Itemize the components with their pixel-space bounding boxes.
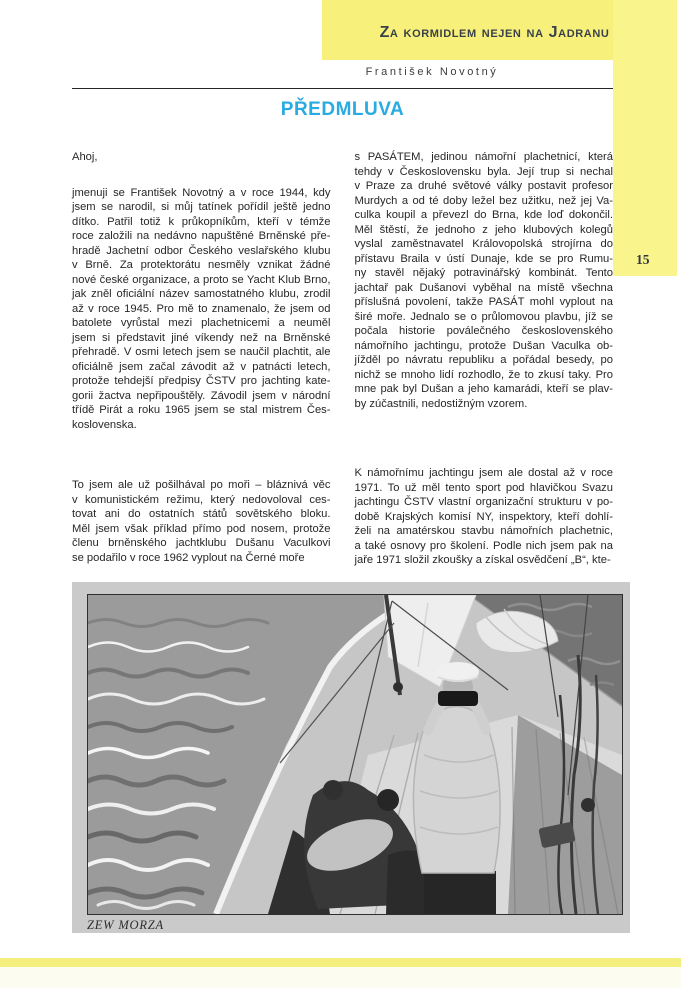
text-line: a také osnovy pro školení. Podle nich jsem pak na bbox=[354, 539, 613, 552]
text-line: hradě Jachetní odbor Českého veslařského klubu bbox=[72, 244, 331, 257]
text-line: želi na amatérskou stavbu námořních plachetnic, bbox=[354, 525, 613, 537]
text-line: s PASÁTEM, jedinou námořní plachetnicí, která bbox=[354, 151, 613, 163]
bottom-yellow-bar bbox=[0, 958, 681, 967]
text-line: K námořnímu jachtingu jsem ale dostal až v roce bbox=[354, 467, 613, 479]
series-title: Za kormidlem nejen na Jadranu bbox=[379, 24, 610, 41]
text-line: třídě Pirát a roku 1965 jsem se stal mistrem Čes- bbox=[72, 404, 331, 416]
text-line: Ahoj, bbox=[72, 151, 98, 163]
text-line: jmenuji se František Novotný a v roce 1944, kdy bbox=[72, 186, 331, 199]
text-line: vyslal zaměstnavatel Královopolská strojírna do bbox=[354, 238, 613, 250]
text-line: batolete vyrůstal mezi plachetnicemi a neuměl bbox=[72, 317, 331, 329]
text-line: jsem si představit jiné víkendy než na Brněnské bbox=[72, 331, 331, 344]
paragraph bbox=[72, 150, 331, 165]
text-line: jachtingu ČSTV vlastní organizační strukturu v po- bbox=[354, 496, 613, 508]
text-line: době Krajských komisí NY, inspektory, kteří dohlí- bbox=[354, 510, 613, 523]
text-line: tovat ani do ostatních států sovětského bloku. bbox=[72, 508, 331, 520]
text-line: širé moře. Jednalo se o průlomovou plavbu, jíž se bbox=[354, 310, 613, 323]
text-line: jížděl po návratu republiku a pořádal besedy, po bbox=[354, 354, 613, 366]
text-line: námořního jachtingu, protože Dušan Vaculka ob- bbox=[354, 339, 613, 352]
text-line: v komunistickém režimu, který nedovoloval ces- bbox=[72, 493, 331, 506]
photo bbox=[87, 594, 623, 915]
left-column bbox=[72, 150, 331, 568]
text-line: koslovenska. bbox=[72, 418, 137, 431]
text-line: jak zněl oficiální název samostatného klubu, zrodil bbox=[72, 288, 331, 300]
text-line: přístavu Braila v ústí Dunaje, kde se pro Rumu- bbox=[354, 252, 613, 265]
chapter-title: PŘEDMLUVA bbox=[280, 99, 405, 120]
photo-plate bbox=[72, 582, 630, 933]
right-column bbox=[355, 150, 614, 568]
text-line: přehradě. V osmi letech jsem se naučil plachtit, ale bbox=[72, 346, 331, 358]
paragraph bbox=[72, 478, 331, 565]
photo-caption: ZEW MORZA bbox=[87, 918, 164, 932]
text-line: jsem se narodil, si můj tatínek pořídil ještě jedno bbox=[72, 201, 331, 213]
text-line: Měl jsem však příklad přímo pod nosem, protože bbox=[72, 522, 331, 535]
text-line: culka koupil a převezl do Brna, kde loď dokončil. bbox=[354, 209, 613, 221]
text-line: členu brněnského jachtklubu Dušanu Vaculkovi bbox=[72, 537, 331, 549]
body-text bbox=[72, 150, 613, 568]
paragraph bbox=[355, 466, 614, 568]
text-line: v Brně. Za protektorátu nesměly vznikat žádné bbox=[72, 259, 331, 271]
text-line: počala historie poválečného československého bbox=[354, 325, 613, 337]
text-line: protože tehdejší předpisy ČSTV pro jachting kate- bbox=[72, 375, 331, 387]
text-line: jachtař pak Dušanovi vyběhal na místě všechna bbox=[354, 281, 613, 294]
text-line: by zúčastnili, nedostižným vzorem. bbox=[354, 397, 528, 410]
text-line: nové české organizace, a proto se Yacht Klub Brno, bbox=[72, 273, 331, 286]
text-line: mne pak byl Dušan a jeho kamarádi, kteří se plav- bbox=[354, 383, 613, 395]
text-line: až v roce 1945. Pro mě to znamenalo, že jsem od bbox=[72, 302, 331, 315]
bottom-pale-strip bbox=[0, 967, 681, 988]
text-line: nichž se mnoho lidí rozhodlo, že to zkusí taky. Pro bbox=[354, 368, 613, 381]
sailboat-photo-illustration bbox=[88, 595, 622, 914]
text-line: Murdych a od té doby ležel bez užitku, než jej Va- bbox=[354, 194, 613, 207]
text-line: příslušná povolení, takže PASÁT mohl vyplout na bbox=[354, 296, 613, 308]
paragraph bbox=[355, 150, 614, 411]
text-line: gorii žactva nepřipouštěly. Závodil jsem v národní bbox=[72, 389, 331, 402]
text-line: dítko. Patřil totiž k průkopníkům, kteří v témže bbox=[72, 215, 331, 228]
author-name: František Novotný bbox=[365, 66, 499, 78]
text-line: jaře 1971 složil zkoušky a získal osvědčení „B“, kte- bbox=[354, 554, 611, 566]
text-line: Měl štěstí, že jednoho z jeho klubových kolegů bbox=[354, 223, 613, 236]
text-line: To jsem ale už pošilhával po moři – bláznivá věc bbox=[72, 479, 331, 491]
paragraph bbox=[72, 186, 331, 433]
text-line: 1971. To už měl tento sport pod hlavičkou Svazu bbox=[354, 481, 613, 494]
page-number: 15 bbox=[636, 252, 650, 267]
text-line: oficiálně jsem začal závodit až v patnácti letech, bbox=[72, 360, 331, 373]
text-line: roce založili na nedávno napuštěné Brněnské pře- bbox=[72, 230, 331, 242]
header-divider bbox=[72, 88, 613, 89]
text-line: se podařilo v roce 1962 vyplout na Černé moře bbox=[72, 551, 305, 564]
text-line: v Praze za druhé světové války postavit profesor bbox=[354, 180, 613, 192]
text-line: ny stavěl nějaký potravinářský kombinát. Tento bbox=[354, 267, 613, 279]
text-line: tehdy v Československu byla. Její trup si nechal bbox=[354, 165, 613, 178]
